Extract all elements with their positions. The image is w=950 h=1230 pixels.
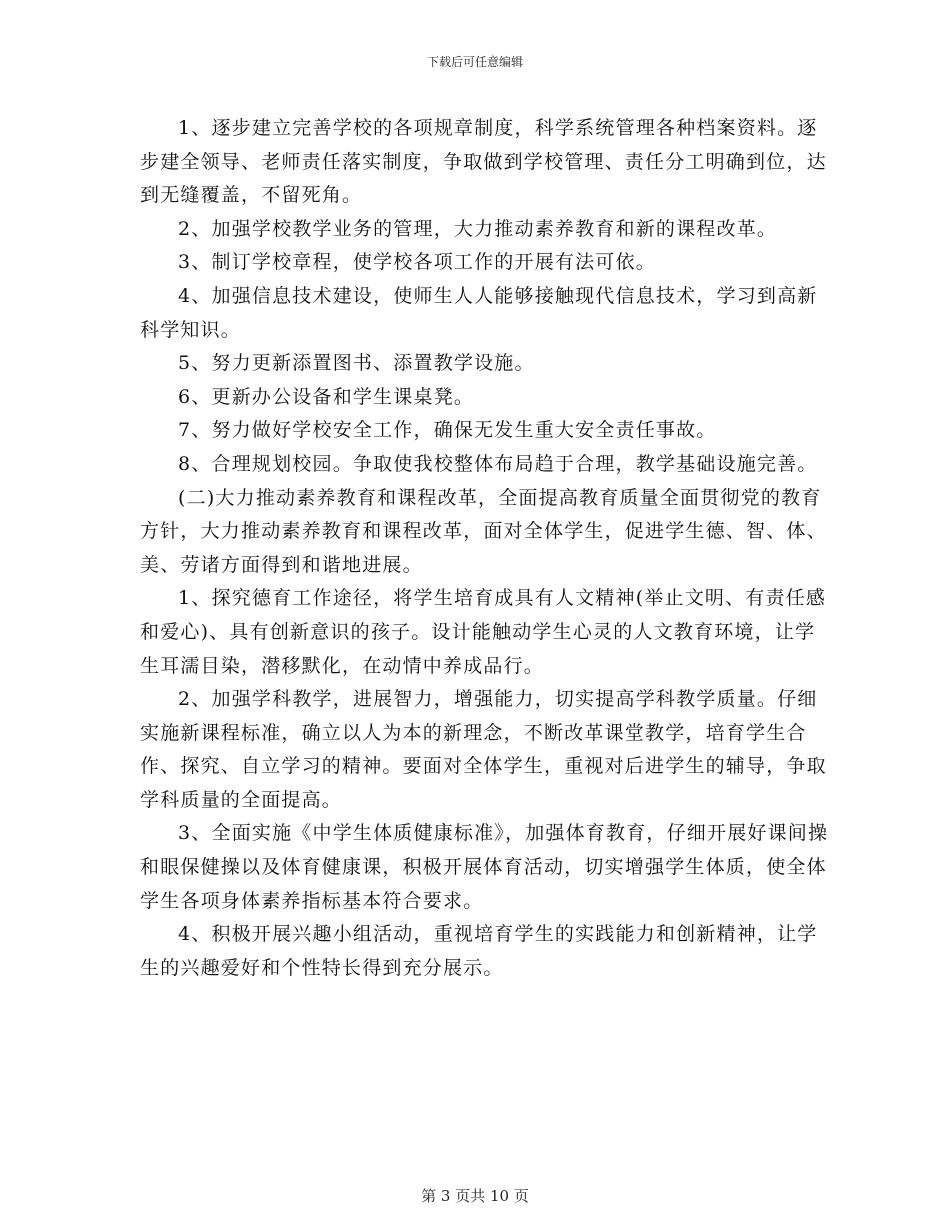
paragraph-11: 3、全面实施《中学生体质健康标准》，加强体育教育，仔细开展好课间操和眼保健操以及体育健康课，积极开展体育活动，切实增强学生体质，使全体学生各项身体素养指标基本符合要求。 bbox=[140, 822, 829, 912]
paragraph-4: 4、加强信息技术建设，使师生人人能够接触现代信息技术，学习到高新科学知识。 bbox=[140, 284, 818, 341]
paragraph-2: 2、加强学校教学业务的管理，大力推动素养教育和新的课程改革。 bbox=[178, 217, 778, 240]
paragraph-10: 2、加强学科教学，进展智力，增强能力，切实提高学科教学质量。仔细实施新课程标准，确立以人为本的新理念，不断改革课堂教学，培育学生合作、探究、自立学习的精神。要面对全体学生，重视对后进学生的辅导，争取学科质量的全面提高。 bbox=[140, 688, 827, 811]
document-body bbox=[140, 112, 830, 985]
paragraph-8: 8、合理规划校园。争取使我校整体布局趋于合理，教学基础设施完善。 bbox=[178, 452, 818, 475]
section-heading-2: (二)大力推动素养教育和课程改革，全面提高教育质量全面贯彻党的教育方针，大力推动素养教育和课程改革，面对全体学生，促进学生德、智、体、美、劳诸方面得到和谐地进展。 bbox=[140, 486, 827, 576]
paragraph-7: 7、努力做好学校安全工作，确保无发生重大安全责任事故。 bbox=[178, 419, 717, 442]
paragraph-3: 3、制订学校章程，使学校各项工作的开展有法可依。 bbox=[178, 251, 656, 274]
paragraph-12: 4、积极开展兴趣小组活动，重视培育学生的实践能力和创新精神，让学生的兴趣爱好和个性特长得到充分展示。 bbox=[140, 923, 818, 979]
paragraph-9: 1、探究德育工作途径，将学生培育成具有人文精神(举止文明、有责任感和爱心)、具有创新意识的孩子。设计能触动学生心灵的人文教育环境，让学生耳濡目染，潜移默化，在动情中养成品行。 bbox=[140, 587, 827, 677]
paragraph-6: 6、更新办公设备和学生课桌凳。 bbox=[178, 385, 475, 408]
page-footer: 第 3 页共 10 页 bbox=[421, 1187, 529, 1205]
page-header: 下载后可任意编辑 bbox=[426, 55, 523, 69]
paragraph-5: 5、努力更新添置图书、添置教学设施。 bbox=[178, 352, 535, 375]
paragraph-1: 1、逐步建立完善学校的各项规章制度，科学系统管理各种档案资料。逐步建全领导、老师责任落实制度，争取做到学校管理、责任分工明确到位，达到无缝覆盖，不留死角。 bbox=[140, 117, 827, 207]
